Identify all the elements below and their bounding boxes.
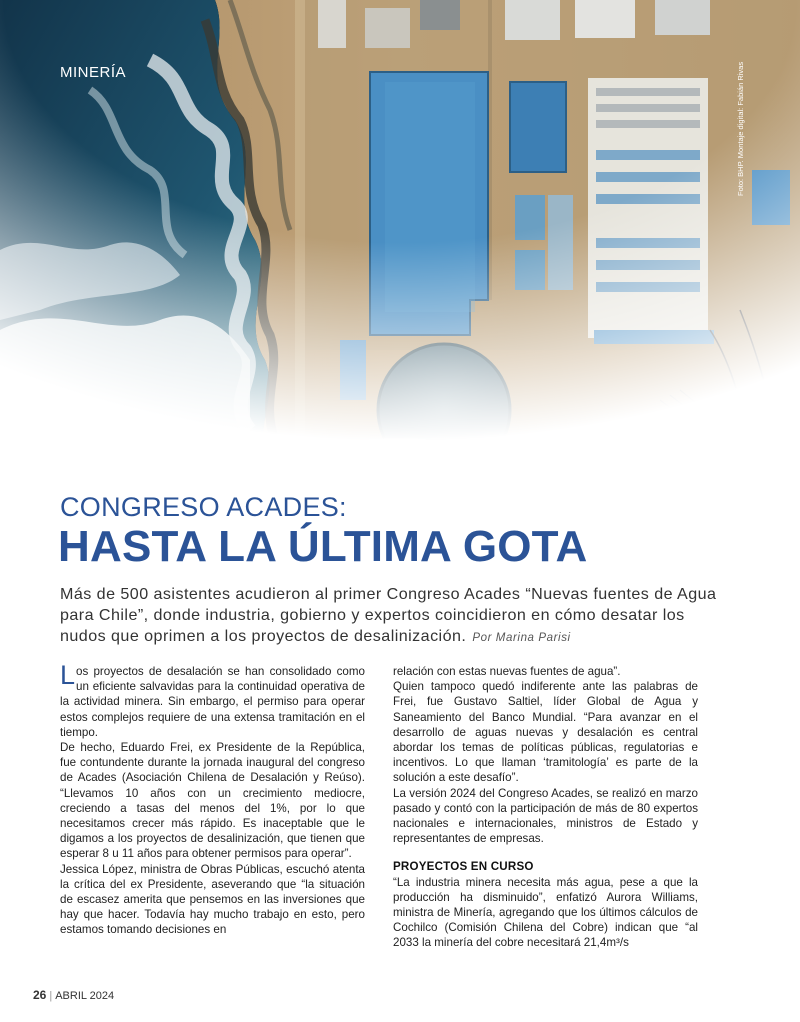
paragraph: De hecho, Eduardo Frei, ex Presidente de la República, fue contundente durante la jornada inaugural del congreso de Acades (Asociación Chilena de Desalación y Reúso). “Llevamos 10 años con un crecimiento mediocre, creciendo a tasas del menos del 1%, por lo que necesitamos crecer más rápido. Es inaceptable que le digamos a los proyectos de desalinización, que tienen que esperar 8 u 11 años para obtener permisos para operar”. [60,741,365,861]
photo-credit: Foto: BHP. Montaje digital: Fabián Rivas [736,61,745,196]
article-kicker: CONGRESO ACADES: [60,492,347,522]
hero-aerial-photo [0,0,800,490]
body-column-left [60,660,365,938]
paragraph: relación con estas nuevas fuentes de agua”. [393,665,621,678]
page-number: 26 [33,988,47,1002]
lead-text: Más de 500 asistentes acudieron al primer Congreso Acades “Nuevas fuentes de Agua para Chile”, donde industria, gobierno y expertos coincidieron en cómo desatar los nudos que oprimen a los proyectos de desalinización. [60,585,717,645]
footer-separator: | [49,990,53,1002]
paragraph: La versión 2024 del Congreso Acades, se realizó en marzo pasado y contó con la participación de más de 80 expertos nacionales e internacionales, ministros de Estado y representantes de empresas. [393,786,698,846]
article-lead [60,584,720,649]
section-label: MINERÍA [60,64,127,81]
paragraph: Quien tampoco quedó indiferente ante las palabras de Frei, fue Gustavo Saltiel, líder Global de Agua y Saneamiento del Banco Mundial. “Para avanzar en el desarrollo de aguas nuevas y desalación es central abordar los temas de políticas públicas, regulatorias e incentivos. Lo que llaman ‘tramitología’ es parte de la solución a este desafío”. [393,680,698,785]
byline: Por Marina Parisi [472,632,571,644]
drop-cap: L [60,660,76,690]
section-subhead: PROYECTOS EN CURSO [393,860,534,874]
paragraph: Los proyectos de desalación se han consolidado como un eficiente salvavidas para la continuidad operativa de la actividad minera. Sin embargo, el permiso para operar estos complejos requiere de una extensa tramitación en el tiempo. [60,660,365,739]
body-column-right [393,664,698,951]
page-footer [33,988,114,1002]
issue-date: ABRIL 2024 [55,990,115,1002]
paragraph: “La industria minera necesita más agua, pese a que la producción ha disminuido”, enfatizó Aurora Williams, ministra de Minería, agregando que los últimos cálculos de Cochilco (Comisión Chilena del Cobre) indican que “al 2033 la minería del cobre necesitará 21,4m³/s [393,875,698,950]
paragraph: Jessica López, ministra de Obras Públicas, escuchó atenta la crítica del ex Presidente, aseverando que “la situación de escasez amerita que pensemos en las inversiones que hay que hacer. Todavía hay mucho trabajo en esto, pero estamos tomando decisiones en [60,862,365,937]
article-headline: HASTA LA ÚLTIMA GOTA [58,522,588,571]
